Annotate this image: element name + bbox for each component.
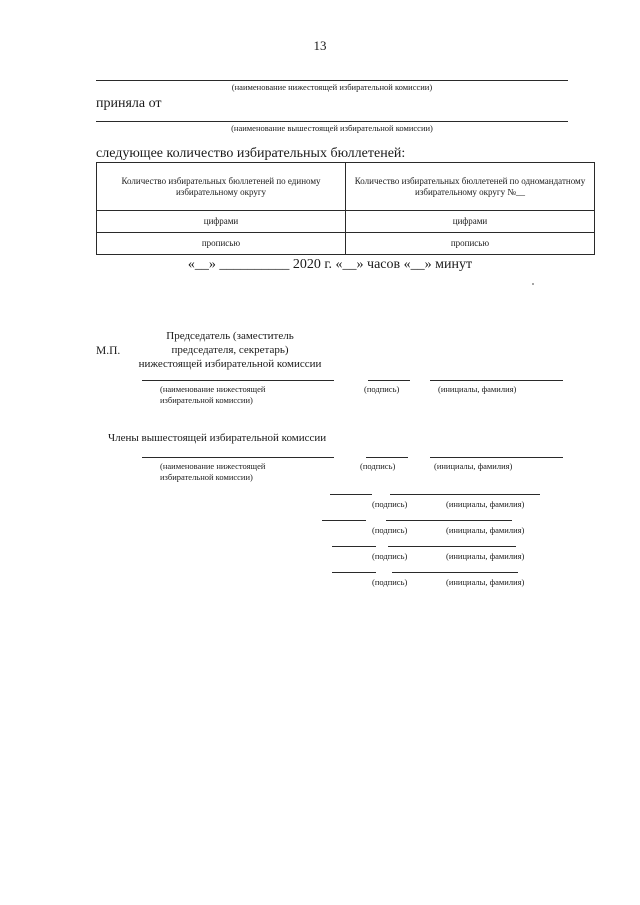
chairman-initials-line[interactable] [430, 380, 563, 381]
chairman-signature-line[interactable] [368, 380, 410, 381]
members-signature-line[interactable] [366, 457, 408, 458]
ballots-table [96, 162, 595, 255]
members-title: Члены вышестоящей избирательной комиссии [108, 432, 327, 444]
chairman-title-line2: председателя, секретарь) [171, 344, 289, 356]
chairman-title [130, 329, 330, 371]
header-single-mandate-district: Количество избирательных бюллетеней по одномандатному избирательному округу №__ [346, 163, 595, 211]
speck-mark [532, 283, 534, 285]
member-initials-line[interactable] [390, 494, 540, 495]
chairman-title-line3: нижестоящей избирательной комиссии [138, 358, 322, 370]
stamp-label: М.П. [96, 345, 121, 357]
member-signature-line[interactable] [322, 520, 366, 521]
member-initials-caption: (инициалы, фамилия) [446, 525, 525, 535]
chairman-name-line[interactable] [142, 380, 334, 381]
member-signature-caption: (подпись) [372, 577, 408, 587]
cell-digits-right[interactable]: цифрами [346, 211, 595, 233]
chairman-name-caption-line2: избирательной комиссии) [160, 395, 253, 405]
upper-commission-line[interactable] [96, 121, 568, 122]
member-signature-caption: (подпись) [372, 499, 408, 509]
cell-digits-left[interactable]: цифрами [97, 211, 346, 233]
chairman-title-line1: Председатель (заместитель [166, 330, 294, 342]
members-initials-line[interactable] [430, 457, 563, 458]
ballots-heading: следующее количество избирательных бюллетеней: [96, 146, 406, 161]
date-line[interactable]: «__» __________ 2020 г. «__» часов «__» минут [187, 257, 473, 272]
cell-words-left[interactable]: прописью [97, 233, 346, 255]
chairman-initials-caption: (инициалы, фамилия) [438, 384, 517, 394]
accepted-from-label: приняла от [96, 96, 162, 111]
members-signature-caption: (подпись) [360, 461, 396, 471]
member-signature-line[interactable] [332, 546, 376, 547]
page-number: 13 [313, 38, 327, 53]
members-name-caption-line1: (наименование нижестоящей [160, 461, 266, 471]
member-initials-caption: (инициалы, фамилия) [446, 577, 525, 587]
member-signature-caption: (подпись) [372, 551, 408, 561]
upper-commission-caption: (наименование вышестоящей избирательной комиссии) [231, 123, 433, 133]
members-initials-caption: (инициалы, фамилия) [434, 461, 513, 471]
member-signature-caption: (подпись) [372, 525, 408, 535]
member-signature-line[interactable] [330, 494, 372, 495]
lower-commission-line[interactable] [96, 80, 568, 81]
chairman-name-caption [160, 384, 340, 406]
member-initials-line[interactable] [386, 520, 512, 521]
member-initials-caption: (инициалы, фамилия) [446, 551, 525, 561]
members-name-line[interactable] [142, 457, 334, 458]
member-signature-line[interactable] [332, 572, 376, 573]
members-name-caption-line2: избирательной комиссии) [160, 472, 253, 482]
cell-words-right[interactable]: прописью [346, 233, 595, 255]
header-single-district: Количество избирательных бюллетеней по единому избирательному округу [97, 163, 346, 211]
members-name-caption [160, 461, 340, 483]
member-initials-line[interactable] [388, 546, 516, 547]
member-initials-line[interactable] [392, 572, 518, 573]
chairman-signature-caption: (подпись) [364, 384, 400, 394]
lower-commission-caption: (наименование нижестоящей избирательной комиссии) [231, 82, 433, 92]
chairman-name-caption-line1: (наименование нижестоящей [160, 384, 266, 394]
member-initials-caption: (инициалы, фамилия) [446, 499, 525, 509]
